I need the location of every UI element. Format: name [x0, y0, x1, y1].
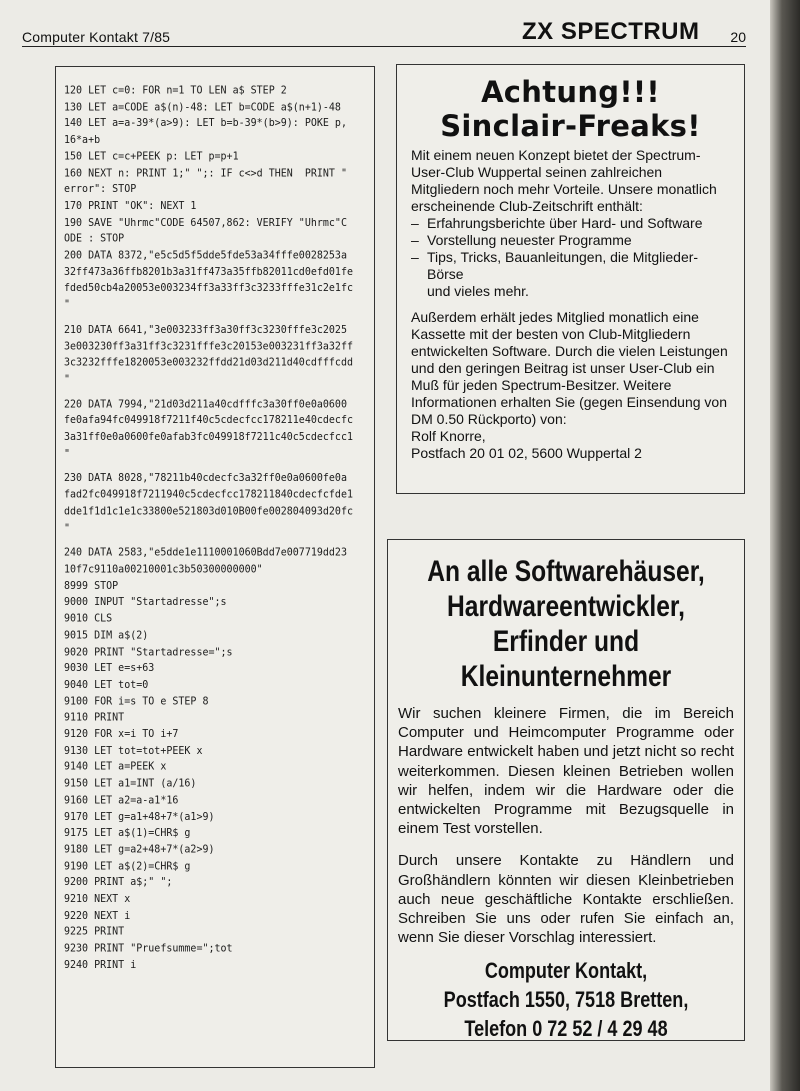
listing-spacer: [64, 314, 369, 322]
code-line: 9150 LET a1=INT (a/16): [64, 778, 197, 790]
code-line: 9140 LET a=PEEK x: [64, 761, 167, 774]
code-line: 16*a+b: [64, 134, 101, 147]
ad2-contact-line: Telefon 0 72 52 / 4 29 48: [464, 1016, 668, 1042]
code-line: 9210 NEXT x: [64, 893, 131, 906]
code-line: error": STOP: [64, 184, 137, 196]
code-line: 230 DATA 8028,"78211b40cdecfc3a32ff0e0a0600fe0a: [64, 473, 347, 485]
code-line: ODE : STOP: [64, 233, 125, 246]
code-line: 160 NEXT n: PRINT 1;" ";: IF c<>d THEN PRINT ": [64, 167, 347, 180]
listing-spacer: [64, 388, 369, 396]
listing-spacer: [64, 537, 369, 545]
code-line: 210 DATA 6641,"3e003233ff3a30ff3c3230fffe3c2025: [64, 324, 347, 336]
magazine-issue: Computer Kontakt 7/85: [22, 29, 171, 45]
code-line: 9225 PRINT: [64, 926, 125, 939]
code-line: 9160 LET a2=a-a1*16: [64, 794, 179, 807]
code-line: 10f7c9110a00210001c3b50300000000": [64, 563, 263, 576]
listing-spacer: [64, 463, 369, 471]
ad1-contact-name: Rolf Knorre,: [411, 428, 486, 444]
code-line: 8999 STOP: [64, 580, 119, 592]
ad1-headline-1: Achtung!!!: [481, 75, 660, 109]
code-line: 9230 PRINT "Pruefsumme=";tot: [64, 943, 233, 955]
ad1-contact-address: Postfach 20 01 02, 5600 Wuppertal 2: [411, 445, 642, 461]
code-line: 9020 PRINT "Startadresse=";s: [64, 646, 233, 658]
code-line: 130 LET a=CODE a$(n)-48: LET b=CODE a$(n+1)-48: [64, 101, 341, 114]
header-rule: [22, 46, 746, 47]
code-line: ": [64, 299, 71, 311]
code-line: 220 DATA 7994,"21d03d211a40cdfffc3a30ff0e0a0600: [64, 398, 347, 411]
basic-listing-box: [55, 66, 375, 1068]
code-line: fe0afa94fc049918f7211f40c5cdecfcc178211e40cdecfc: [64, 415, 353, 427]
ad2-headline-line: An alle Softwarehäuser,: [427, 555, 705, 588]
ad2-body: [388, 694, 744, 947]
code-line: 150 LET c=c+PEEK p: LET p=p+1: [64, 151, 239, 163]
section-title: ZX SPECTRUM: [522, 18, 700, 45]
code-line: 240 DATA 2583,"e5dde1e1110001060Bdd7e007719dd23: [64, 547, 347, 559]
code-line: 9170 LET g=a1+48+7*(a1>9): [64, 811, 215, 823]
ad1-headline-2: Sinclair-Freaks!: [440, 109, 701, 143]
code-line: dde1f1d1c1e1c33800e521803d010B00fe002804093d20fc: [64, 506, 353, 518]
ad2-headline-line: Hardwareentwickler,: [447, 590, 685, 623]
code-line: 120 LET c=0: FOR n=1 TO LEN a$ STEP 2: [64, 85, 287, 97]
code-line: 9120 FOR x=i TO i+7: [64, 728, 179, 741]
code-line: 3a31ff0e0a0600fe0afab3fc049918f7211c40c5cdecfcc1: [64, 431, 353, 444]
ad2-paragraph-1: Wir suchen kleinere Firmen, die im Bereich Computer und Heimcomputer Programme oder Hardware entwickelt haben und jetzt nicht so recht weiterkommen. Diesen kleinen Betrieben wollen wir helfen, indem wir die Hardware oder die entwickelten Programme mit Bezugsquelle in einem Test vorstellen.: [398, 705, 734, 838]
code-line: 9030 LET e=s+63: [64, 662, 155, 675]
ad2-headline-line: Kleinunternehmer: [460, 660, 672, 693]
code-line: 190 SAVE "Uhrmc"CODE 64507,862: VERIFY "Uhrmc"C: [64, 217, 347, 229]
code-line: 9000 INPUT "Startadresse";s: [64, 596, 227, 609]
page-edge-shadow: [770, 0, 800, 1091]
code-line: ": [64, 448, 71, 460]
code-line: 200 DATA 8372,"e5c5d5f5dde5fde53a34fffe0028253a: [64, 249, 347, 262]
club-advertisement: [396, 64, 745, 494]
code-line: 3e003230ff3a31ff3c3231fffe3c20153e003231ff3a32ff: [64, 340, 353, 353]
code-line: 9015 DIM a$(2): [64, 629, 149, 642]
code-line: 3c3232fffe1820053e003232ffdd21d03d211d40cdfffcdd: [64, 357, 353, 369]
code-line: 9190 LET a$(2)=CHR$ g: [64, 860, 191, 873]
code-line: 9110 PRINT: [64, 712, 125, 724]
page-header: [22, 18, 746, 50]
code-line: 9130 LET tot=tot+PEEK x: [64, 745, 203, 757]
code-line: 170 PRINT "OK": NEXT 1: [64, 200, 197, 213]
ad1-body: [397, 143, 744, 462]
basic-listing: [64, 83, 369, 974]
ad2-contact-line: Computer Kontakt,: [484, 958, 648, 984]
code-line: fad2fc049918f7211940c5cdecfcc178211840cdecfcfde1: [64, 489, 353, 502]
code-line: ": [64, 522, 71, 535]
ad1-bullet: – Tips, Tricks, Bauanleitungen, die Mitglieder-Börse: [411, 249, 728, 283]
ad1-more: und vieles mehr.: [427, 283, 529, 299]
ad1-bullet: – Vorstellung neuester Programme: [411, 232, 728, 249]
ad1-intro: Mit einem neuen Konzept bietet der Spectrum-User-Club Wuppertal seinen zahlreichen Mitgliedern noch mehr Vorteile. Unsere monatlich erscheinende Club-Zeitschrift enthält:: [411, 147, 717, 214]
code-line: 9200 PRINT a$;" ";: [64, 877, 173, 889]
ad2-paragraph-2: Durch unsere Kontakte zu Händlern und Großhändlern könnten wir diesen Kleinbetrieben auch neue geschäftliche Kontakte erschließen. Schreiben Sie uns oder rufen Sie einfach an, wenn Sie dieser Vorschlag interessiert.: [398, 852, 734, 947]
code-line: ": [64, 373, 71, 386]
ad2-contact-line: Postfach 1550, 7518 Bretten,: [443, 987, 689, 1013]
code-line: 9040 LET tot=0: [64, 679, 149, 691]
ad1-bullet: – Erfahrungsberichte über Hard- und Software: [411, 215, 728, 232]
code-line: 140 LET a=a-39*(a>9): LET b=b-39*(b>9): POKE p,: [64, 118, 347, 130]
code-line: 9010 CLS: [64, 613, 113, 625]
page-number: 20: [730, 29, 746, 45]
code-line: 32ff473a36ffb8201b3a31ff473a35ffb82011cd0efd01fe: [64, 266, 353, 279]
ad2-headline-line: Erfinder und: [492, 625, 640, 658]
company-advertisement: [387, 539, 745, 1041]
code-line: 9175 LET a$(1)=CHR$ g: [64, 827, 191, 840]
code-line: 9240 PRINT i: [64, 959, 137, 972]
code-line: 9100 FOR i=s TO e STEP 8: [64, 695, 209, 708]
code-line: 9180 LET g=a2+48+7*(a2>9): [64, 844, 215, 856]
ad1-bullet-list: [411, 215, 728, 283]
code-line: fded50cb4a20053e003234ff3a33ff3c3233fffe31c2e1fc: [64, 282, 353, 295]
ad1-body-text: Außerdem erhält jedes Mitglied monatlich eine Kassette mit der besten von Club-Mitgliedern entwickelten Software. Durch die vielen Leistungen und den geringen Beitrag ist unser User-Club ein Muß für jeden Spectrum-Besitzer. Weitere Informationen erhalten Sie (gegen Einsendung von DM 0.50 Rückporto) von:: [411, 309, 728, 427]
code-line: 9220 NEXT i: [64, 910, 131, 922]
